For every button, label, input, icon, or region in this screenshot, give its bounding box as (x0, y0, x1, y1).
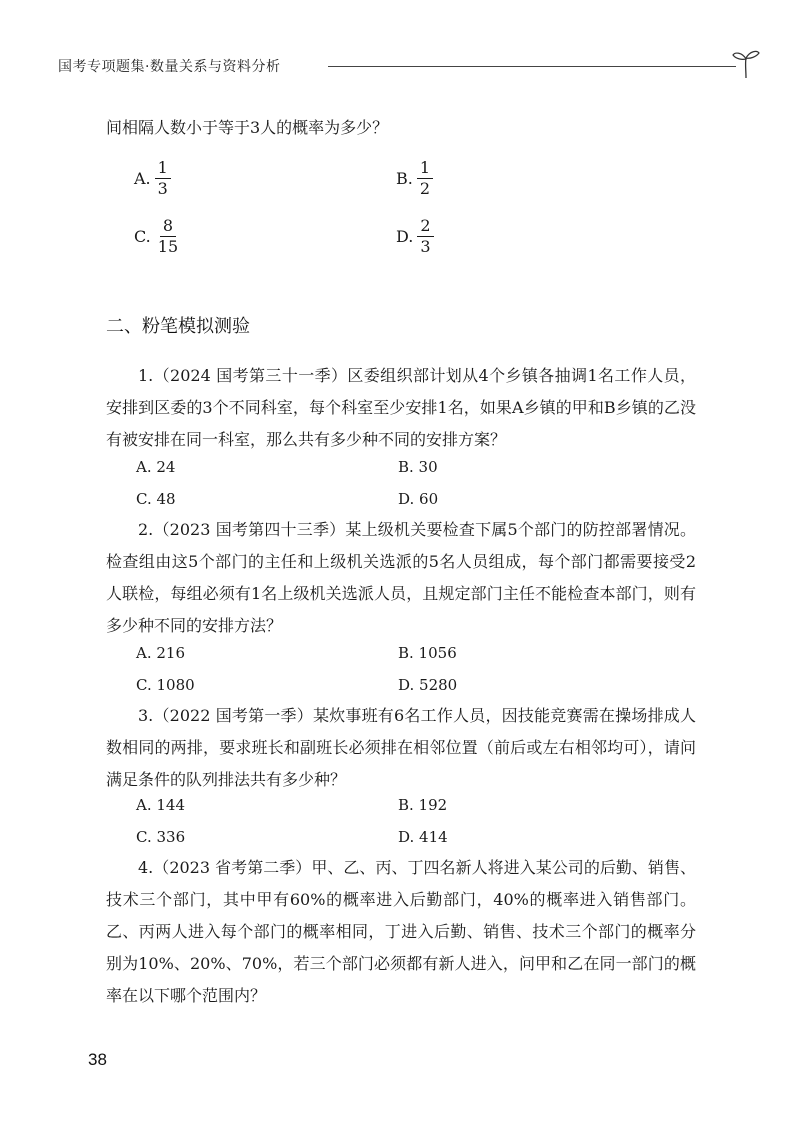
question-1-text: 1.（2024 国考第三十一季）区委组织部计划从4个乡镇各抽调1名工作人员，安排到区委的3个不同科室，每个科室至少安排1名，如果A乡镇的甲和B乡镇的乙没有被安排在同一科室，那么共有多少种不同的安排方案？ (106, 366, 696, 449)
option-label: A. (134, 169, 151, 188)
question-1-option-a: A. 24 (136, 458, 176, 476)
fraction-numerator: 8 (160, 216, 176, 237)
fraction-denominator: 2 (419, 179, 431, 198)
header-rule (328, 66, 736, 67)
option-label: D. (396, 227, 414, 246)
page-number: 38 (88, 1050, 107, 1069)
section-title: 二、粉笔模拟测验 (106, 316, 250, 337)
question-1-option-b: B. 30 (398, 458, 438, 476)
fraction-numerator: 2 (417, 216, 433, 237)
question-3-option-b: B. 192 (398, 796, 448, 814)
question-4-text: 4.（2023 省考第二季）甲、乙、丙、丁四名新人将进入某公司的后勤、销售、技术三个部门，其中甲有60%的概率进入后勤部门，40%的概率进入销售部门。乙、丙两人进入每个部门的概率相同，丁进入后勤、销售、技术三个部门的概率分别为10%、20%、70%，若三个部门必须都有新人进入，问甲和乙在同一部门的概率在以下哪个范围内？ (106, 858, 696, 1005)
intro-question-text: 间相隔人数小于等于3人的概率为多少？ (106, 118, 389, 137)
option-a (134, 158, 171, 199)
question-2-option-a: A. 216 (136, 644, 185, 662)
fraction-numerator: 1 (155, 158, 171, 179)
question-3-option-a: A. 144 (136, 796, 185, 814)
fraction-numerator: 1 (417, 158, 433, 179)
sprout-icon (728, 44, 764, 80)
question-2-option-c: C. 1080 (136, 676, 195, 694)
option-label: B. (396, 169, 413, 188)
question-3-text: 3.（2022 国考第一季）某炊事班有6名工作人员，因技能竞赛需在操场排成人数相同的两排，要求班长和副班长必须排在相邻位置（前后或左右相邻均可），请问满足条件的队列排法共有多少种？ (106, 706, 696, 789)
question-2-option-b: B. 1056 (398, 644, 457, 662)
fraction-denominator: 15 (157, 237, 179, 256)
running-header (58, 52, 718, 82)
option-label: C. (134, 227, 151, 246)
question-3-option-c: C. 336 (136, 828, 186, 846)
fraction (417, 216, 433, 257)
fraction (155, 158, 171, 199)
question-2-option-d: D. 5280 (398, 676, 458, 694)
header-title: 国考专项题集·数量关系与资料分析 (58, 59, 281, 75)
question-2-text: 2.（2023 国考第四十三季）某上级机关要检查下属5个部门的防控部署情况。检查组由这5个部门的主任和上级机关选派的5名人员组成，每个部门都需要接受2人联检，每组必须有1名上级机关选派人员，且规定部门主任不能检查本部门，则有多少种不同的安排方法？ (106, 520, 696, 635)
option-b (396, 158, 433, 199)
fraction-denominator: 3 (420, 237, 431, 256)
option-d (396, 216, 434, 257)
question-3-option-d: D. 414 (398, 828, 448, 846)
option-c (134, 216, 181, 257)
fraction (155, 216, 181, 257)
question-1-option-c: C. 48 (136, 490, 176, 508)
fraction (417, 158, 433, 199)
fraction-denominator: 3 (157, 179, 168, 198)
question-1-option-d: D. 60 (398, 490, 439, 508)
